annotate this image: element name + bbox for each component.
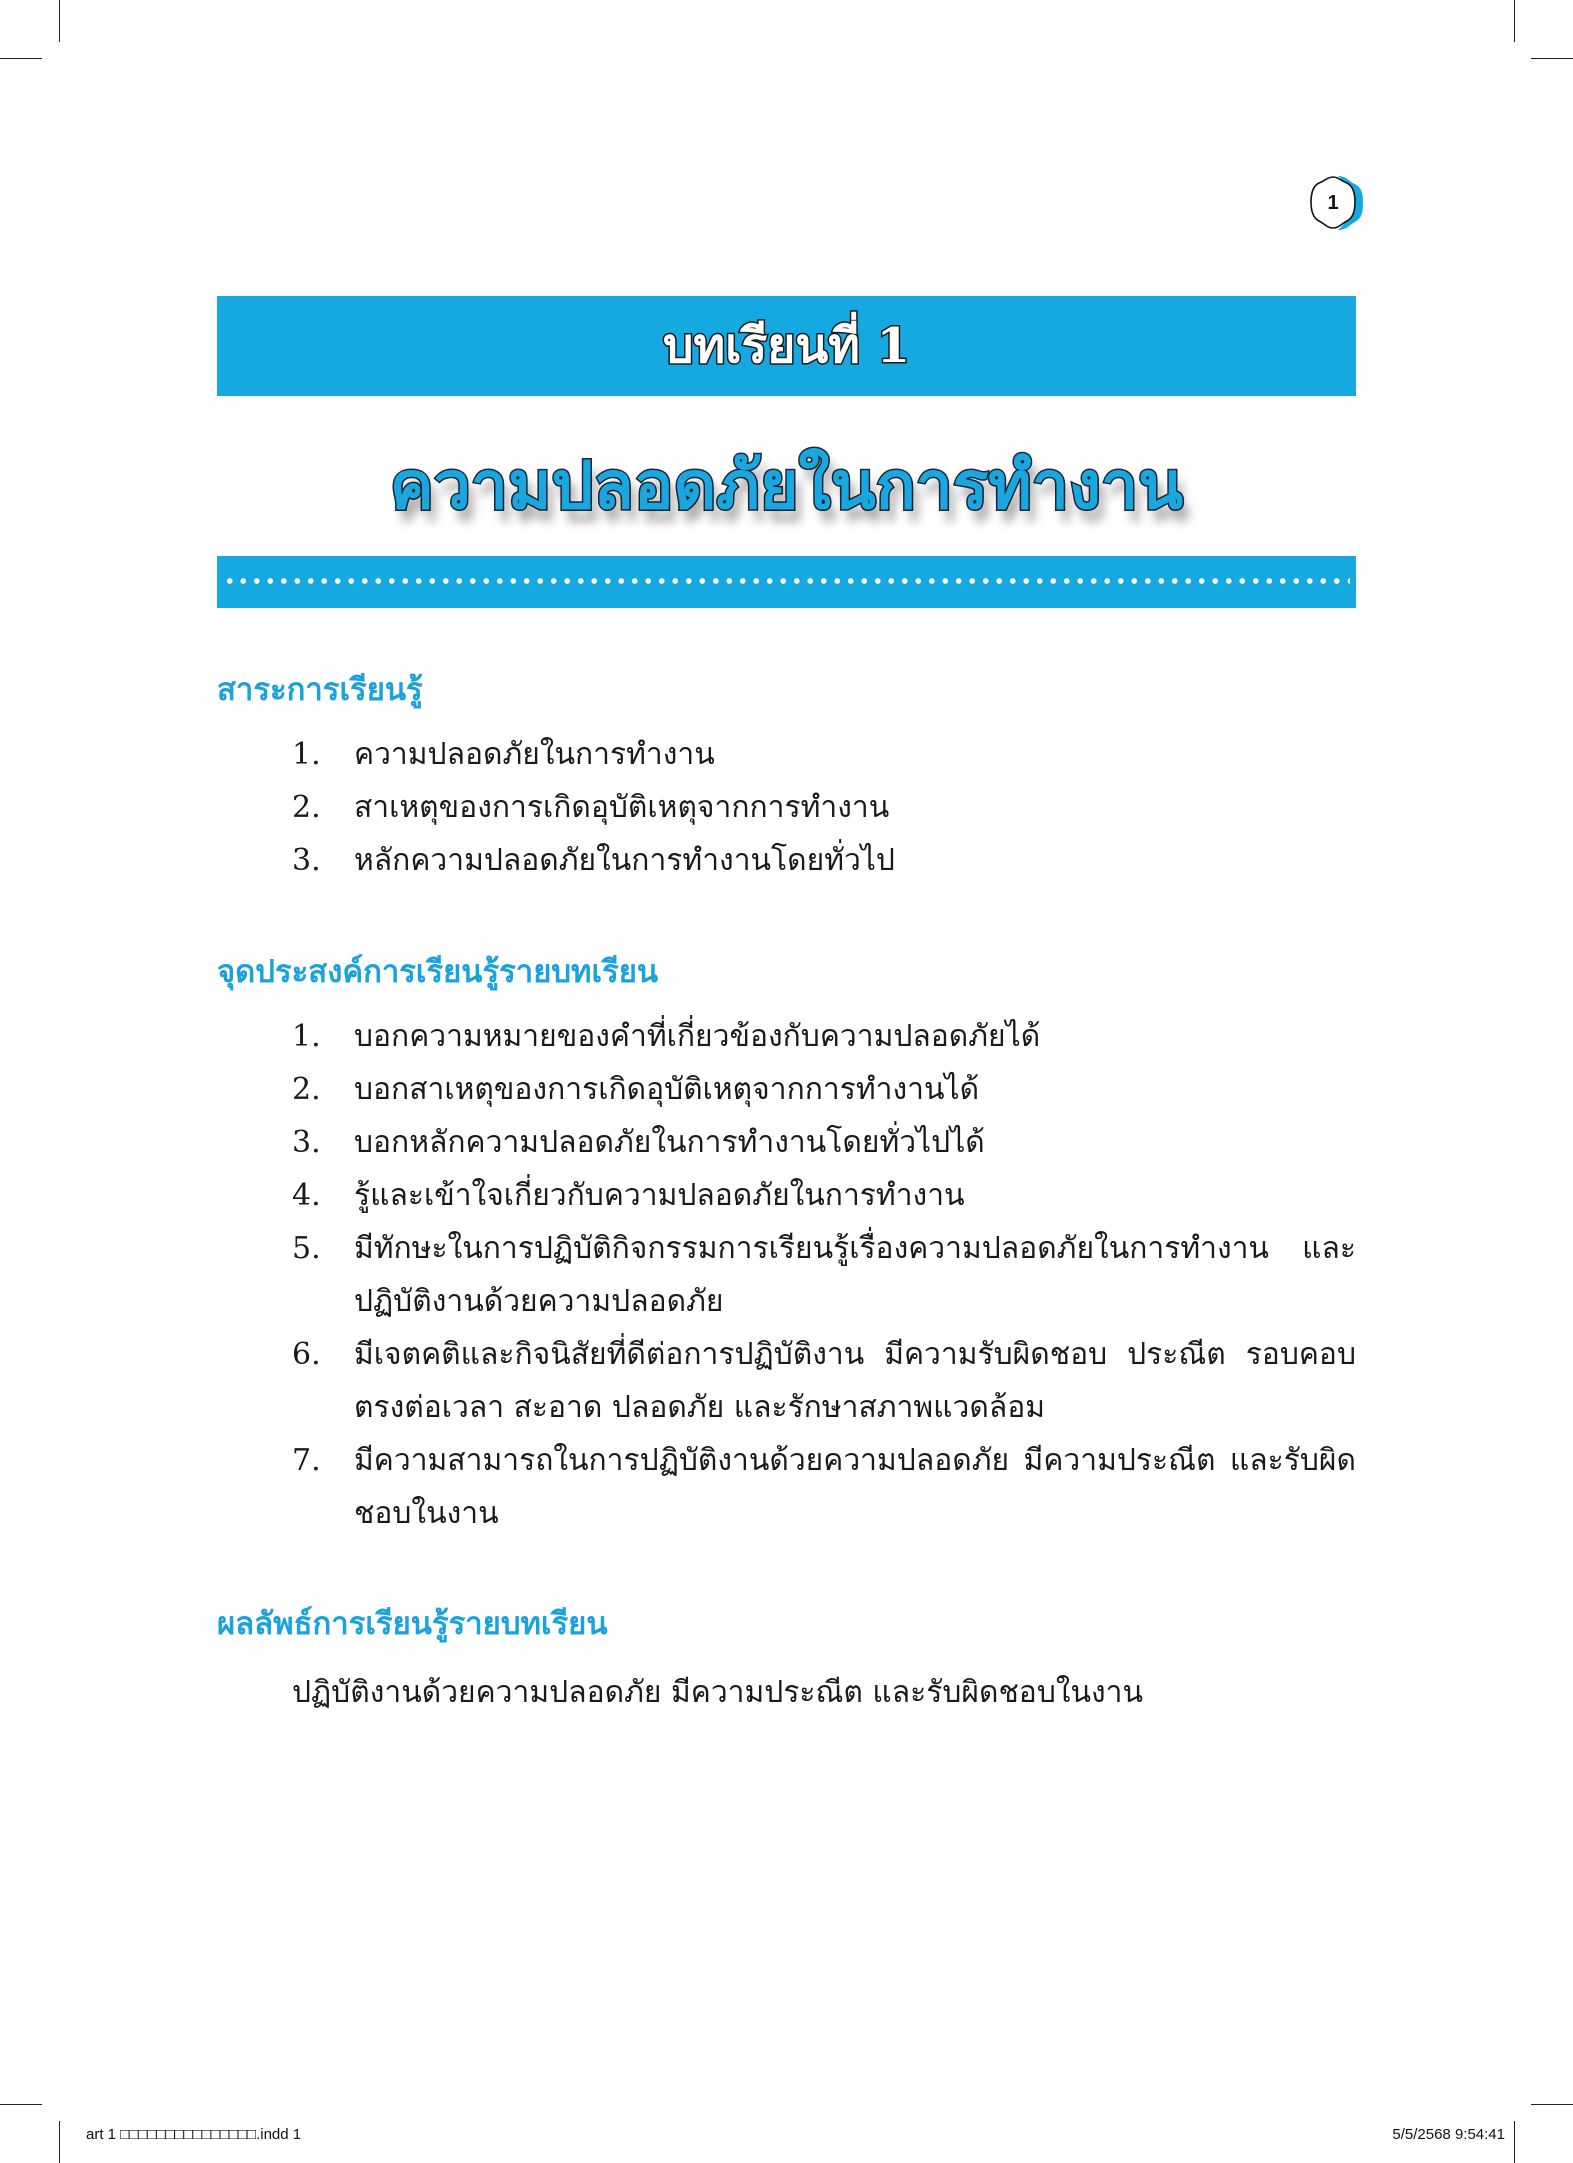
list-item-text: บอกความหมายของคำที่เกี่ยวข้องกับความปลอดภัยได้ bbox=[354, 1019, 1041, 1054]
list-item-number: 2. bbox=[292, 790, 321, 825]
chapter-title-block bbox=[217, 430, 1356, 540]
crop-mark bbox=[1514, 2121, 1515, 2163]
dotted-divider-band bbox=[217, 556, 1356, 608]
footer-file-name: art 1 □□□□□□□□□□□□□□□.indd 1 bbox=[86, 2126, 302, 2143]
list-item-text: บอกสาเหตุของการเกิดอุบัติเหตุจากการทำงานได้ bbox=[354, 1072, 980, 1107]
list-item-number: 3. bbox=[292, 1125, 321, 1160]
list-item-number: 5. bbox=[292, 1231, 321, 1266]
list-item bbox=[292, 781, 1356, 834]
list-item bbox=[292, 728, 1356, 781]
chapter-label: บทเรียนที่ 1 bbox=[663, 318, 910, 374]
list-item-text: มีทักษะในการปฏิบัติกิจกรรมการเรียนรู้เรื่องความปลอดภัยในการทำงาน และปฏิบัติงานด้วยความปลอดภัย bbox=[354, 1231, 1356, 1319]
list-item-text: รู้และเข้าใจเกี่ยวกับความปลอดภัยในการทำงาน bbox=[354, 1178, 965, 1213]
section-heading-outcome: ผลลัพธ์การเรียนรู้รายบทเรียน bbox=[217, 1606, 608, 1642]
list-item-number: 3. bbox=[292, 843, 321, 878]
crop-mark bbox=[0, 58, 42, 59]
crop-mark bbox=[1514, 0, 1515, 42]
crop-mark bbox=[1531, 58, 1573, 59]
crop-mark bbox=[59, 2121, 60, 2163]
page-number: 1 bbox=[1327, 191, 1339, 214]
content-list bbox=[292, 728, 1356, 887]
list-item bbox=[292, 1222, 1356, 1328]
outcome-text: ปฏิบัติงานด้วยความปลอดภัย มีความประณีต และรับผิดชอบในงาน bbox=[292, 1675, 1144, 1710]
list-item bbox=[292, 1434, 1356, 1540]
list-item-number: 2. bbox=[292, 1072, 321, 1107]
page-number-badge bbox=[1305, 172, 1367, 234]
list-item-text: บอกหลักความปลอดภัยในการทำงานโดยทั่วไปได้ bbox=[354, 1125, 985, 1160]
list-item-text: สาเหตุของการเกิดอุบัติเหตุจากการทำงาน bbox=[354, 790, 890, 825]
list-item-number: 1. bbox=[292, 1019, 321, 1054]
list-item bbox=[292, 1010, 1356, 1063]
list-item-text: มีความสามารถในการปฏิบัติงานด้วยความปลอดภัย มีความประณีต และรับผิดชอบในงาน bbox=[354, 1443, 1356, 1531]
list-item bbox=[292, 834, 1356, 887]
list-item bbox=[292, 1063, 1356, 1116]
list-item-text: ความปลอดภัยในการทำงาน bbox=[354, 737, 715, 772]
dotted-divider bbox=[223, 578, 1350, 584]
chapter-banner bbox=[217, 296, 1356, 396]
section-heading-content: สาระการเรียนรู้ bbox=[217, 672, 423, 708]
list-item-number: 6. bbox=[292, 1337, 321, 1372]
list-item bbox=[292, 1169, 1356, 1222]
list-item-text: มีเจตคติและกิจนิสัยที่ดีต่อการปฏิบัติงาน มีความรับผิดชอบ ประณีต รอบคอบ ตรงต่อเวลา สะอาด ปลอดภัย และรักษาสภาพแวดล้อม bbox=[354, 1337, 1356, 1425]
list-item-text: หลักความปลอดภัยในการทำงานโดยทั่วไป bbox=[354, 843, 895, 878]
list-item-number: 1. bbox=[292, 737, 321, 772]
section-heading-objectives: จุดประสงค์การเรียนรู้รายบทเรียน bbox=[217, 954, 659, 990]
crop-mark bbox=[0, 2104, 42, 2105]
crop-mark bbox=[59, 0, 60, 42]
crop-mark bbox=[1531, 2104, 1573, 2105]
list-item-number: 7. bbox=[292, 1443, 321, 1478]
list-item bbox=[292, 1328, 1356, 1434]
objectives-list bbox=[292, 1010, 1356, 1540]
list-item bbox=[292, 1116, 1356, 1169]
chapter-title: ความปลอดภัยในการทำงาน bbox=[389, 445, 1184, 524]
list-item-number: 4. bbox=[292, 1178, 321, 1213]
footer-timestamp: 5/5/2568 9:54:41 bbox=[1392, 2126, 1505, 2143]
